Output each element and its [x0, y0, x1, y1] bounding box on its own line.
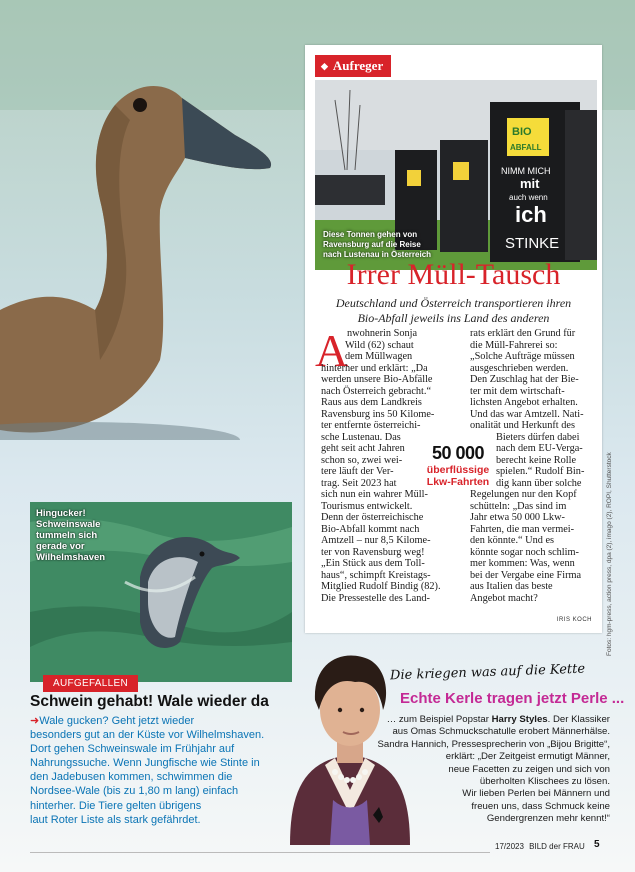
text-line: rats erklärt den Grund für [470, 328, 576, 339]
whale-text [30, 714, 310, 827]
harry-text-line: Wir lieben Perlen bei Männern und [462, 788, 610, 800]
harry-text-line: … zum Beispiel Popstar Harry Styles. Der Klassiker [386, 714, 610, 725]
text-line: Die Pressestelle des Land- [321, 592, 430, 604]
page-number: 5 [594, 839, 600, 850]
harry-text-line: neue Facetten zu zeigen und sich von [448, 763, 610, 775]
author-credit: IRIS KOCH [556, 617, 592, 623]
whale-text-line: Nordsee-Wale (bis zu 1,80 m lang) einfach [30, 785, 239, 798]
whale-text-line: besonders gut an der Küste vor Wilhelmshaven. [30, 729, 265, 742]
text-line: mer kommen: Was, wenn [470, 558, 575, 569]
bins-photo [315, 80, 597, 270]
dropcap: A [315, 325, 349, 376]
text-line: ausgeschrieben werden. [470, 362, 569, 374]
whale-text-line: laut Roter Liste als stark gefährdet. [30, 813, 201, 826]
harry-text-line: freuen uns, dass Schmuck keine [471, 800, 610, 812]
harry-text-line: aus Omas Schmuckschatulle erobert Männerhälse. [392, 726, 610, 738]
harry-text-line: Gendergrenzen mehr kennt!“ [486, 813, 610, 825]
whale-text-line: hinterher. Die Tiere gelten übrigens [30, 799, 202, 812]
text-line: dig kann über solche [496, 477, 582, 489]
stat-label-2: Lkw-Fahrten [426, 476, 490, 488]
text-line: „Solche Aufträge müssen [470, 351, 575, 362]
text-line: bei der Vergabe eine Firma [470, 569, 582, 581]
text-line: Fahrten, die man vermei- [470, 523, 575, 535]
text-line: die Müll-Fahrerei so: [470, 339, 558, 351]
text-line: Regelungen nur den Kopf [470, 489, 577, 500]
text-line: Wild (62) schaut [345, 339, 414, 351]
text-line: Bio-Abfall kommt nach [321, 523, 420, 535]
text-line: Angebot macht? [470, 592, 538, 604]
text-line: Raus aus dem Landkreis [321, 397, 422, 408]
text-line: Denn der österreichische [321, 512, 424, 523]
text-line: geht seit acht Jahren [321, 443, 405, 454]
text-line: könnte sogar noch schlim- [470, 546, 579, 558]
text-line: „Ein Stück aus dem Toll- [321, 558, 425, 569]
whale-photo [30, 502, 292, 682]
bin-graffiti-2: mit [520, 176, 540, 191]
stat-label-1: überflüssige [426, 464, 490, 476]
text-line: ter mit dem wirtschaft- [470, 385, 565, 397]
text-line: schon so, zwei wei- [321, 454, 403, 466]
aufreger-article [305, 45, 602, 633]
text-line: aus Italien das beste [470, 581, 553, 592]
aufgefallen-tag: AUFGEFALLEN [43, 675, 138, 692]
bin-graffiti-5: STINKE [505, 235, 560, 252]
bin-label-abfall: ABFALL [510, 143, 542, 152]
text-line: hinterher und erklärt: „Da [321, 362, 428, 374]
bin-graffiti-3: auch wenn [509, 193, 548, 202]
whale-text-line: Dort gehen Schweinswale im Frühjahr auf [30, 743, 235, 756]
whale-title: Schwein gehabt! Wale wieder da [30, 693, 269, 710]
text-line: Ravensburg ins 50 Kilome- [321, 408, 435, 420]
bin-graffiti-4: ich [515, 202, 547, 227]
text-line: trag. Seit 2023 hat [321, 477, 397, 489]
kette-title: Echte Kerle tragen jetzt Perle ... [400, 690, 625, 707]
text-line: Jahr etwa 50 000 Lkw- [470, 512, 565, 523]
text-line: sich nun ein wahrer Müll- [321, 489, 428, 500]
text-line: den könnte.“ Und es [470, 535, 555, 546]
harry-text-line: überholten Klischees zu lösen. [479, 776, 610, 788]
text-line: sche Lustenau. Das [321, 431, 401, 443]
text-line: Bieters dürfen dabei [496, 431, 580, 443]
arrow-icon: ➜ [30, 715, 40, 727]
photo-credits: Fotos: hgm-press, action press, dpa (2), imago (2), ROPI, Shutterstock [606, 452, 613, 656]
text-line: haus“, schimpft Kreistags- [321, 569, 431, 581]
whale-text-line: ➜Wale gucken? Geht jetzt wieder [30, 715, 195, 727]
aufreger-tag: ◆ Aufreger [315, 55, 391, 77]
bin-label-bio: BIO [512, 126, 532, 138]
whale-text-line: den Jadebusen kommen, schwimmen die [30, 771, 233, 784]
text-line: Amtzell – nur 8,5 Kilome- [321, 535, 431, 546]
harry-text-line: Sandra Hannich, Pressesprecherin von „Bijou Brigitte“, [377, 738, 610, 750]
kette-handwritten-title: Die kriegen was auf die Kette [389, 661, 586, 684]
article-subline: Deutschland und Österreich transportieren ihren Bio-Abfall jeweils ins Land des anderen [335, 296, 572, 325]
diamond-icon: ◆ [321, 61, 328, 71]
footer-issue: 17/2023 BILD der FRAU [495, 842, 585, 851]
text-line: Mitglied Rudolf Bindig (82). [321, 581, 441, 592]
text-line: ter entfernte österreichi- [321, 420, 421, 431]
text-line: spielen.“ Rudolf Bin- [496, 466, 585, 477]
text-line: nach dem EU-Verga- [496, 443, 583, 454]
stat-box [425, 443, 491, 488]
harry-text-line: erklärt: „Der Zeitgeist ermutigt Männer, [445, 751, 610, 763]
text-line: ter von Ravensburg weg! [321, 546, 425, 558]
whale-caption: Hingucker! Schweinswale tummeln sich gerade vor Wilhelmshaven [36, 508, 106, 563]
text-line: Tourismus entwickelt. [321, 500, 413, 512]
text-line: berecht keine Rolle [496, 454, 577, 466]
text-line: Den Zuschlag hat der Bie- [470, 374, 579, 385]
text-line: nach Österreich gebracht.“ [321, 385, 432, 397]
whale-text-line: Nahrungssuche. Wenn Jungfische wie Stinte in [30, 757, 260, 770]
article-headline: Irrer Müll-Tausch [346, 258, 561, 291]
bins-caption: Diese Tonnen gehen von Ravensburg auf die Reise nach Lustenau in Österreich [323, 230, 432, 259]
text-line: schütteln: „Das sind im [470, 500, 567, 512]
text-line: werden unsere Bio-Abfälle [321, 374, 433, 385]
duck-photo [0, 60, 300, 440]
harry-text [360, 714, 610, 826]
text-line: dem Müllwagen [345, 351, 413, 362]
footer-divider [30, 852, 490, 853]
text-line: lichsten Angebot erhalten. [470, 397, 578, 408]
text-line: nwohnerin Sonja [347, 328, 418, 339]
text-line: onalität und Herkunft des [470, 420, 575, 431]
text-line: tere läuft der Ver- [321, 466, 394, 477]
stat-number: 50 000 [431, 443, 485, 463]
text-line: Und das war Amtzell. Nati- [470, 408, 584, 420]
bin-graffiti-1: NIMM MICH [501, 166, 551, 176]
